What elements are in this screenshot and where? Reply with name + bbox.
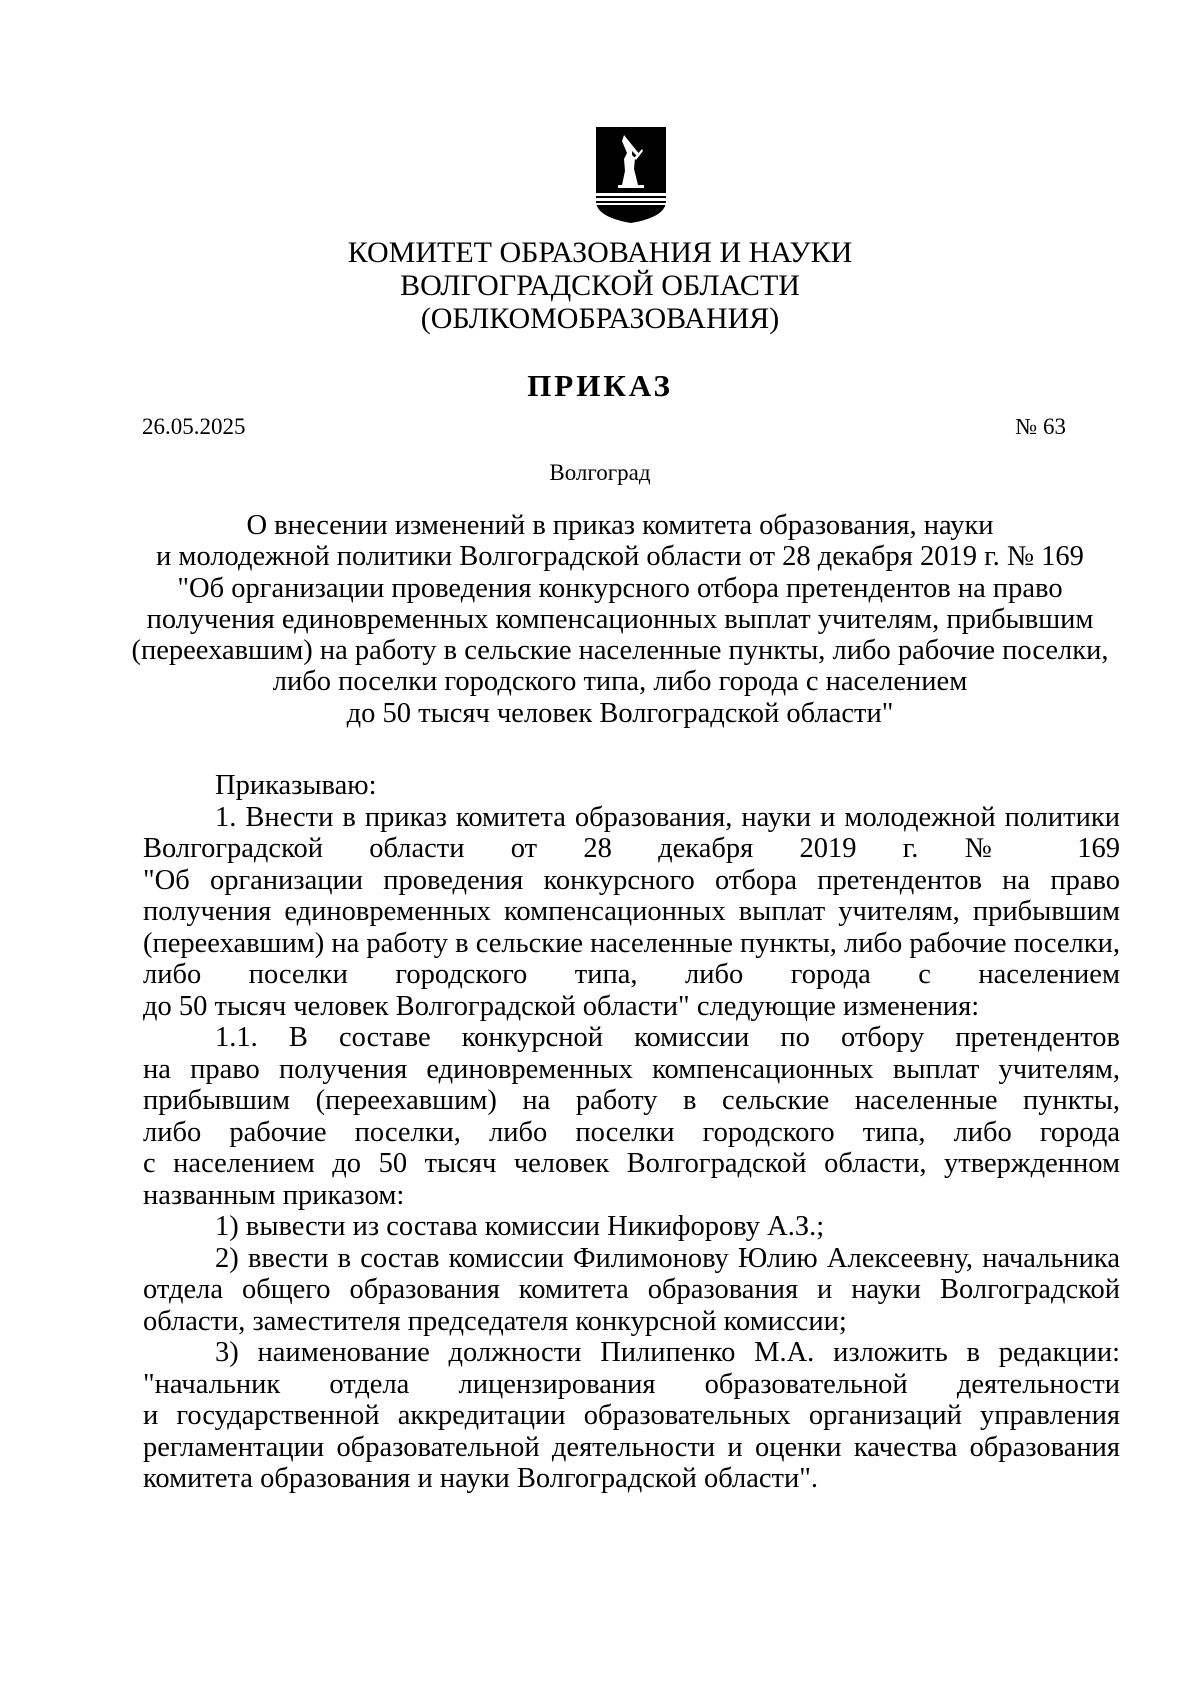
organization-name: [0, 236, 1200, 335]
document-city: Волгоград: [549, 460, 651, 485]
title-line: до 50 тысяч человек Волгоградской области": [346, 697, 894, 729]
document-date: 26.05.2025: [142, 414, 246, 439]
title-line: (переехавшим) на работу в сельские населенные пункты, либо рабочие поселки,: [131, 635, 1109, 667]
body-line: прибывшим (переехавшим) на работу в сельские населенные пункты,: [143, 1085, 1120, 1116]
title-line: О внесении изменений в приказ комитета образования, науки: [246, 510, 994, 541]
title-line: либо поселки городского типа, либо города с населением: [272, 666, 968, 698]
body-line: с населением до 50 тысяч человек Волгоградской области, утвержденном: [143, 1148, 1120, 1179]
list-item: 3) наименование должности Пилипенко М.А. изложить в редакции:: [215, 1337, 1120, 1368]
document-title: [130, 510, 1110, 729]
body-line: 1. Внести в приказ комитета образования, науки и молодежной политики: [215, 801, 1120, 833]
volgograd-region-coat-of-arms-icon: [594, 125, 668, 225]
order-word: Приказываю:: [215, 770, 377, 801]
body-line: на право получения единовременных компенсационных выплат учителям,: [143, 1053, 1120, 1085]
body-line: "Об организации проведения конкурсного отбора претендентов на право: [143, 864, 1120, 896]
body-line: регламентации образовательной деятельности и оценки качества образования: [143, 1431, 1120, 1463]
body-line: названным приказом:: [143, 1179, 405, 1211]
organization-name-line: ВОЛГОГРАДСКОЙ ОБЛАСТИ: [400, 269, 800, 302]
body-line: отдела общего образования комитета образования и науки Волгоградской: [143, 1274, 1120, 1305]
organization-name-line: (ОБЛКОМОБРАЗОВАНИЯ): [420, 302, 780, 335]
body-line: 1.1. В составе конкурсной комиссии по отбору претендентов: [215, 1022, 1120, 1053]
document-number: № 63: [1015, 414, 1066, 439]
body-line: Волгоградской области от 28 декабря 2019 г. № 169: [143, 833, 1120, 864]
body-line: комитета образования и науки Волгоградской области".: [143, 1463, 818, 1494]
document-body: [143, 770, 1120, 1495]
body-line: получения единовременных компенсационных выплат учителям, прибывшим: [143, 896, 1120, 927]
body-line: либо поселки городского типа, либо города с населением: [143, 959, 1120, 990]
list-item: 2) ввести в состав комиссии Филимонову Юлию Алексеевну, начальника: [215, 1242, 1120, 1274]
body-line: (переехавшим) на работу в сельские населенные пункты, либо рабочие поселки,: [143, 927, 1120, 959]
title-line: получения единовременных компенсационных выплат учителям, прибывшим: [146, 603, 1094, 635]
body-line: "начальник отдела лицензирования образовательной деятельности: [143, 1368, 1120, 1400]
list-item: 1) вывести из состава комиссии Никифорову А.З.;: [215, 1211, 825, 1242]
body-line: до 50 тысяч человек Волгоградской области" следующие изменения:: [143, 990, 980, 1022]
body-line: либо рабочие поселки, либо поселки городского типа, либо города: [143, 1116, 1120, 1148]
body-line: области, заместителя председателя конкурсной комиссии;: [143, 1305, 847, 1337]
title-line: и молодежной политики Волгоградской области от 28 декабря 2019 г. № 169: [156, 541, 1084, 573]
organization-name-line: КОМИТЕТ ОБРАЗОВАНИЯ И НАУКИ: [347, 236, 853, 269]
body-line: и государственной аккредитации образовательных организаций управления: [143, 1400, 1120, 1431]
title-line: "Об организации проведения конкурсного отбора претендентов на право: [177, 572, 1063, 604]
document-type: ПРИКАЗ: [527, 368, 673, 403]
